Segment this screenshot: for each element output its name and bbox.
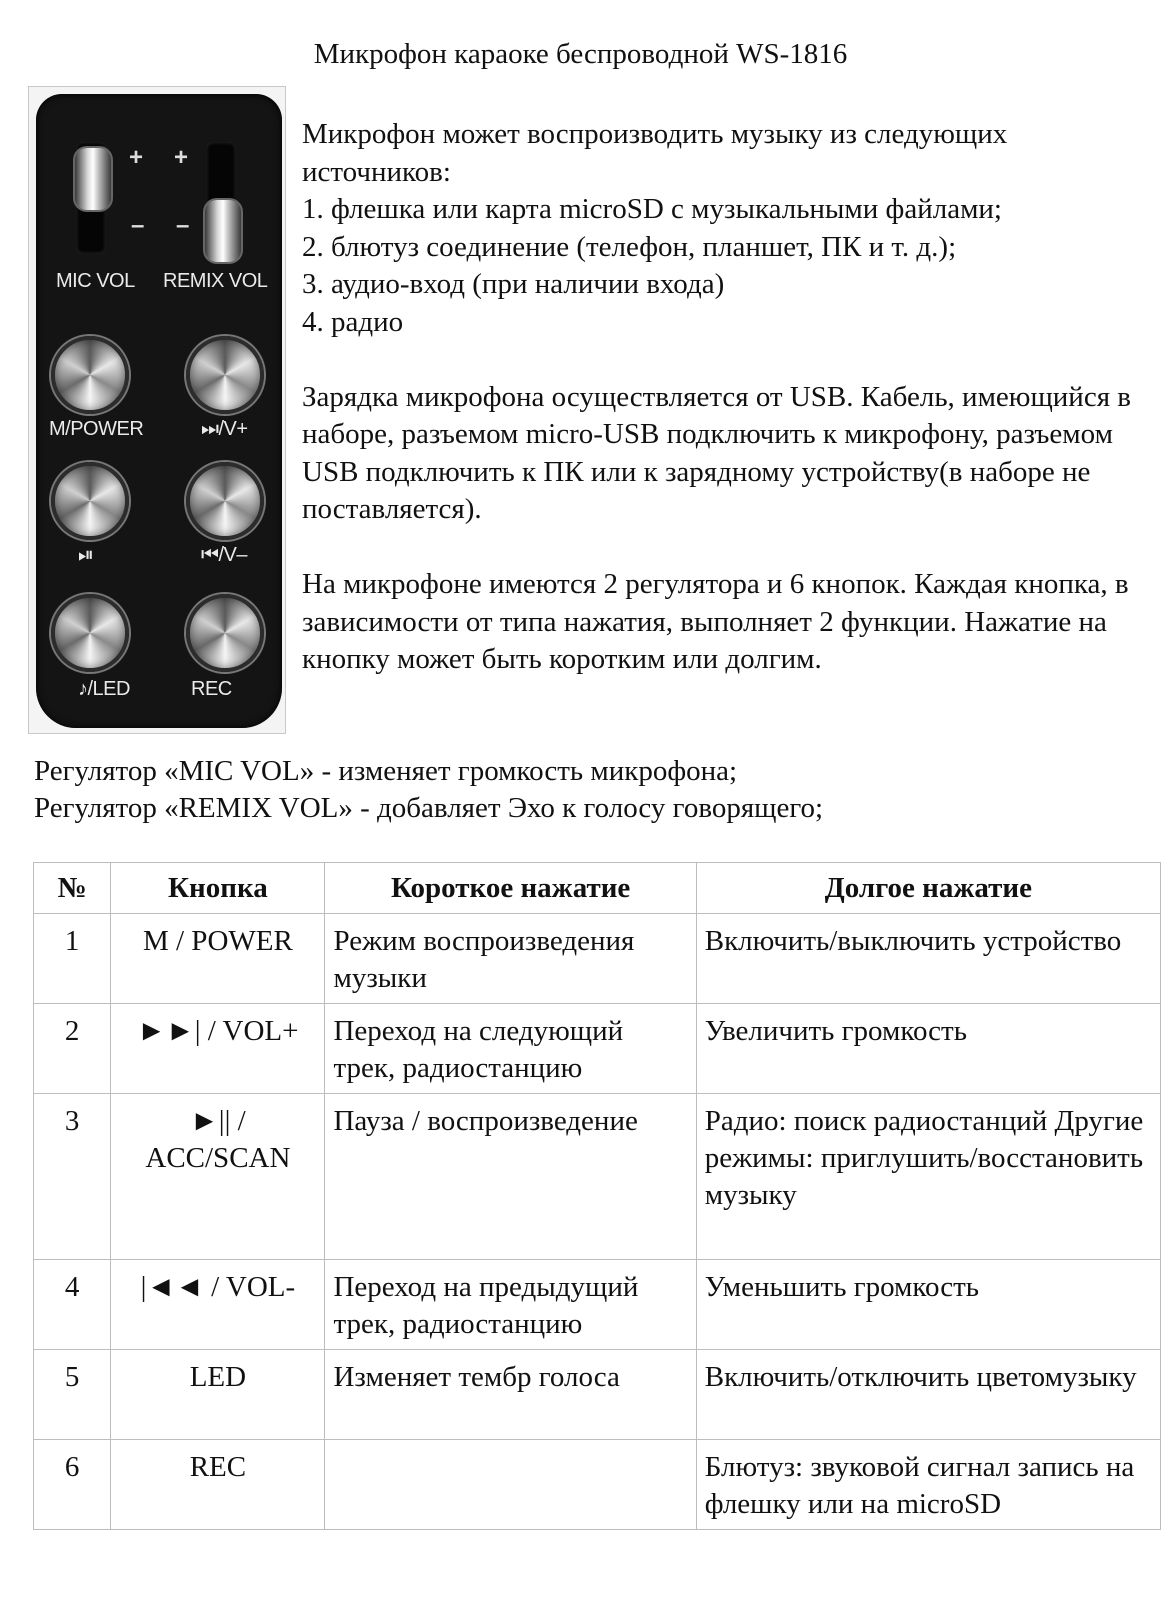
cell-button: ►►| / VOL+ — [111, 1004, 325, 1094]
remote-panel — [36, 94, 282, 728]
cell-long: Включить/выключить устройство — [696, 914, 1160, 1004]
power-knob — [51, 336, 129, 414]
cell-short: Переход на следующий трек, радиостанцию — [325, 1004, 696, 1094]
mic-vol-label: MIC VOL — [56, 270, 135, 292]
table-header-row — [34, 863, 1161, 914]
rec-knob — [186, 594, 264, 672]
header-button: Кнопка — [111, 863, 325, 914]
remix-vol-label: REMIX VOL — [163, 270, 268, 292]
cell-long: Уменьшить громкость — [696, 1260, 1160, 1350]
cell-num: 2 — [34, 1004, 111, 1094]
cell-num: 1 — [34, 914, 111, 1004]
source-item: 2. блютуз соединение (телефон, планшет, ПК и т. д.); — [302, 230, 957, 263]
cell-long: Радио: поиск радиостанций Другие режимы: приглушить/восстановить музыку — [696, 1094, 1160, 1260]
remix-plus-sign: + — [174, 144, 189, 171]
cell-short: Изменяет тембр голоса — [325, 1350, 696, 1440]
cell-num: 5 — [34, 1350, 111, 1440]
regulators-section — [34, 753, 823, 827]
play-knob — [51, 462, 129, 540]
prev-knob — [186, 462, 264, 540]
mic-plus-sign: + — [129, 144, 144, 171]
header-short: Короткое нажатие — [325, 863, 696, 914]
play-label: ⏯ — [78, 544, 94, 566]
intro-text — [302, 116, 1142, 679]
next-knob — [186, 336, 264, 414]
table-row — [34, 1260, 1161, 1350]
cell-long: Включить/отключить цветомузыку — [696, 1350, 1160, 1440]
prev-label: ⏮/V– — [201, 544, 248, 566]
charging-paragraph: Зарядка микрофона осуществляется от USB. Кабель, имеющийся в наборе, разъемом micro-USB подключить к микрофону, разъемом USB подключить к ПК или к зарядному устройству(в наборе не поставляется). — [302, 380, 1131, 525]
source-item: 3. аудио-вход (при наличии входа) — [302, 268, 725, 300]
remix-vol-slider-knob — [203, 198, 243, 264]
table-row — [34, 914, 1161, 1004]
buttons-table — [33, 862, 1161, 1530]
regulator-line: Регулятор «MIC VOL» - изменяет громкость микрофона; — [34, 755, 738, 787]
cell-button: REC — [111, 1440, 325, 1530]
led-label: ♪/LED — [78, 678, 130, 700]
document-title: Микрофон караоке беспроводной WS-1816 — [313, 38, 848, 70]
cell-short — [325, 1440, 696, 1530]
table-row — [34, 1004, 1161, 1094]
regulator-line: Регулятор «REMIX VOL» - добавляет Эхо к голосу говорящего; — [34, 792, 824, 824]
cell-long: Блютуз: звуковой сигнал запись на флешку или на microSD — [696, 1440, 1160, 1530]
cell-button: LED — [111, 1350, 325, 1440]
table-row — [34, 1350, 1161, 1440]
cell-num: 4 — [34, 1260, 111, 1350]
cell-long: Увеличить громкость — [696, 1004, 1160, 1094]
buttons-info-paragraph: На микрофоне имеются 2 регулятора и 6 кнопок. Каждая кнопка, в зависимости от типа нажатия, выполняет 2 функции. Нажатие на кнопку может быть коротким или долгим. — [302, 568, 1129, 675]
cell-short: Переход на предыдущий трек, радиостанцию — [325, 1260, 696, 1350]
source-item: 1. флешка или карта microSD с музыкальными файлами; — [302, 193, 1002, 225]
rec-label: REC — [191, 678, 232, 700]
next-label: ⏭/V+ — [201, 418, 248, 440]
header-num: № — [34, 863, 111, 914]
power-label: M/POWER — [49, 418, 144, 440]
cell-button: ►|| / ACC/SCAN — [111, 1094, 325, 1260]
header-long: Долгое нажатие — [696, 863, 1160, 914]
cell-num: 6 — [34, 1440, 111, 1530]
table-row — [34, 1440, 1161, 1530]
cell-short: Пауза / воспроизведение — [325, 1094, 696, 1260]
remix-minus-sign: – — [176, 212, 190, 239]
cell-button: M / POWER — [111, 914, 325, 1004]
led-knob — [51, 594, 129, 672]
source-item: 4. радио — [302, 305, 404, 338]
cell-short: Режим воспроизведения музыки — [325, 914, 696, 1004]
table-row — [34, 1094, 1161, 1260]
mic-vol-slider-knob — [73, 146, 113, 212]
cell-num: 3 — [34, 1094, 111, 1260]
cell-button: |◄◄ / VOL- — [111, 1260, 325, 1350]
sources-lead: Микрофон может воспроизводить музыку из следующих источников: — [302, 118, 1008, 188]
microphone-remote-photo — [28, 86, 286, 734]
mic-minus-sign: – — [131, 212, 145, 239]
